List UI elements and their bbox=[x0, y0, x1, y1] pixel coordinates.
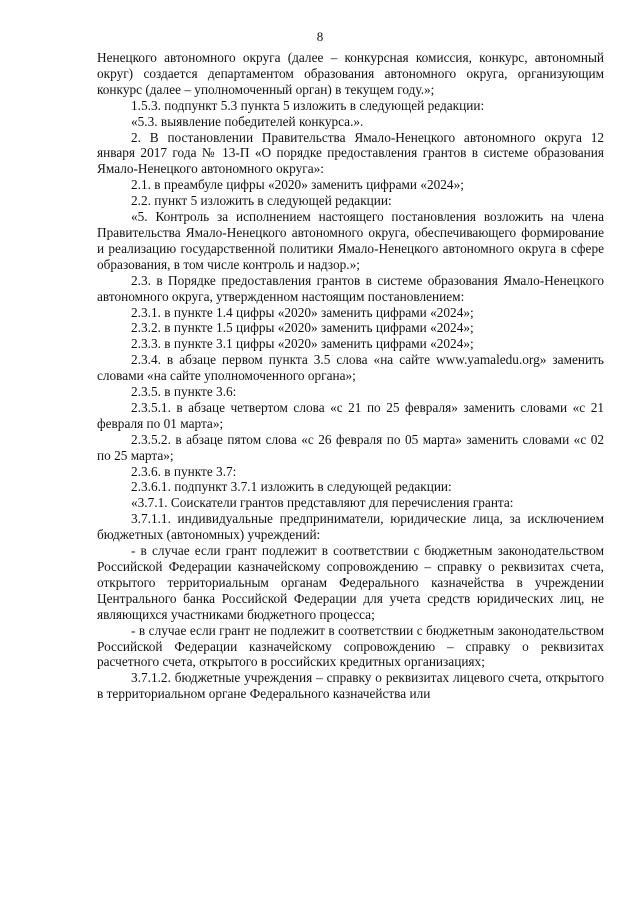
paragraph: 2.3.1. в пункте 1.4 цифры «2020» заменить цифрами «2024»; bbox=[131, 304, 474, 320]
paragraph: «5. Контроль за исполнением настоящего постановления возложить на члена Правительства Ямало-Ненецкого автономного округа, обеспечивающего формирование и реализацию государственной политики Ямало-Ненецкого автономного округа в сфере образования, в том числе контроль и надзор.»; bbox=[97, 209, 604, 272]
paragraph: 2.3.6. в пункте 3.7: bbox=[131, 463, 237, 479]
paragraph: 2.3.3. в пункте 3.1 цифры «2020» заменить цифрами «2024»; bbox=[131, 336, 474, 352]
paragraph: 3.7.1.1. индивидуальные предприниматели, юридические лица, за исключением бюджетных (автономных) учреждений: bbox=[97, 511, 604, 543]
document-body bbox=[97, 50, 604, 702]
paragraph: 2.3.2. в пункте 1.5 цифры «2020» заменить цифрами «2024»; bbox=[131, 320, 474, 336]
paragraph: 2.3. в Порядке предоставления грантов в системе образования Ямало-Ненецкого автономного округа, утвержденном настоящим постановлением: bbox=[97, 272, 604, 304]
paragraph: 2. В постановлении Правительства Ямало-Ненецкого автономного округа 12 января 2017 года № 13-П «О порядке предоставления грантов в системе образования Ямало-Ненецкого автономного округа»: bbox=[97, 129, 604, 177]
paragraph: 2.3.6.1. подпункт 3.7.1 изложить в следующей редакции: bbox=[131, 479, 452, 495]
paragraph: 2.3.5.1. в абзаце четвертом слова «с 21 по 25 февраля» заменить словами «с 21 февраля по 01 марта»; bbox=[97, 399, 604, 431]
page-number: 8 bbox=[316, 29, 324, 44]
paragraph: 2.3.4. в абзаце первом пункта 3.5 слова «на сайте www.yamaledu.org» заменить словами «на сайте уполномоченного органа»; bbox=[97, 352, 604, 384]
paragraph: «3.7.1. Соискатели грантов представляют для перечисления гранта: bbox=[131, 495, 514, 511]
paragraph: 2.2. пункт 5 изложить в следующей редакции: bbox=[131, 193, 392, 209]
paragraph: Ненецкого автономного округа (далее – конкурсная комиссия, конкурс, автономный округ) создается департаментом образования автономного округа, организующим конкурс (далее – уполномоченный орган) в текущем году.»; bbox=[97, 50, 604, 97]
paragraph: 2.3.5. в пункте 3.6: bbox=[131, 384, 237, 400]
paragraph: - в случае если грант подлежит в соответствии с бюджетным законодательством Российской Федерации казначейскому сопровождению – справку о реквизитах счета, открытого территориальным органам Федерального казначейства в учреждении Центрального банка Российской Федерации для учета средств юридических лиц, не являющихся участниками бюджетного процесса; bbox=[97, 543, 604, 622]
paragraph: 3.7.1.2. бюджетные учреждения – справку о реквизитах лицевого счета, открытого в территориальном органе Федерального казначейства или bbox=[97, 670, 604, 702]
paragraph: 1.5.3. подпункт 5.3 пункта 5 изложить в следующей редакции: bbox=[131, 97, 485, 113]
paragraph: 2.1. в преамбуле цифры «2020» заменить цифрами «2024»; bbox=[131, 177, 464, 193]
paragraph: - в случае если грант не подлежит в соответствии с бюджетным законодательством Российской Федерации казначейскому сопровождению – справку о реквизитах расчетного счета, открытого в российских кредитных организациях; bbox=[97, 622, 604, 670]
paragraph: 2.3.5.2. в абзаце пятом слова «с 26 февраля по 05 марта» заменить словами «с 02 по 25 марта»; bbox=[97, 431, 604, 463]
paragraph: «5.3. выявление победителей конкурса.». bbox=[131, 113, 364, 129]
